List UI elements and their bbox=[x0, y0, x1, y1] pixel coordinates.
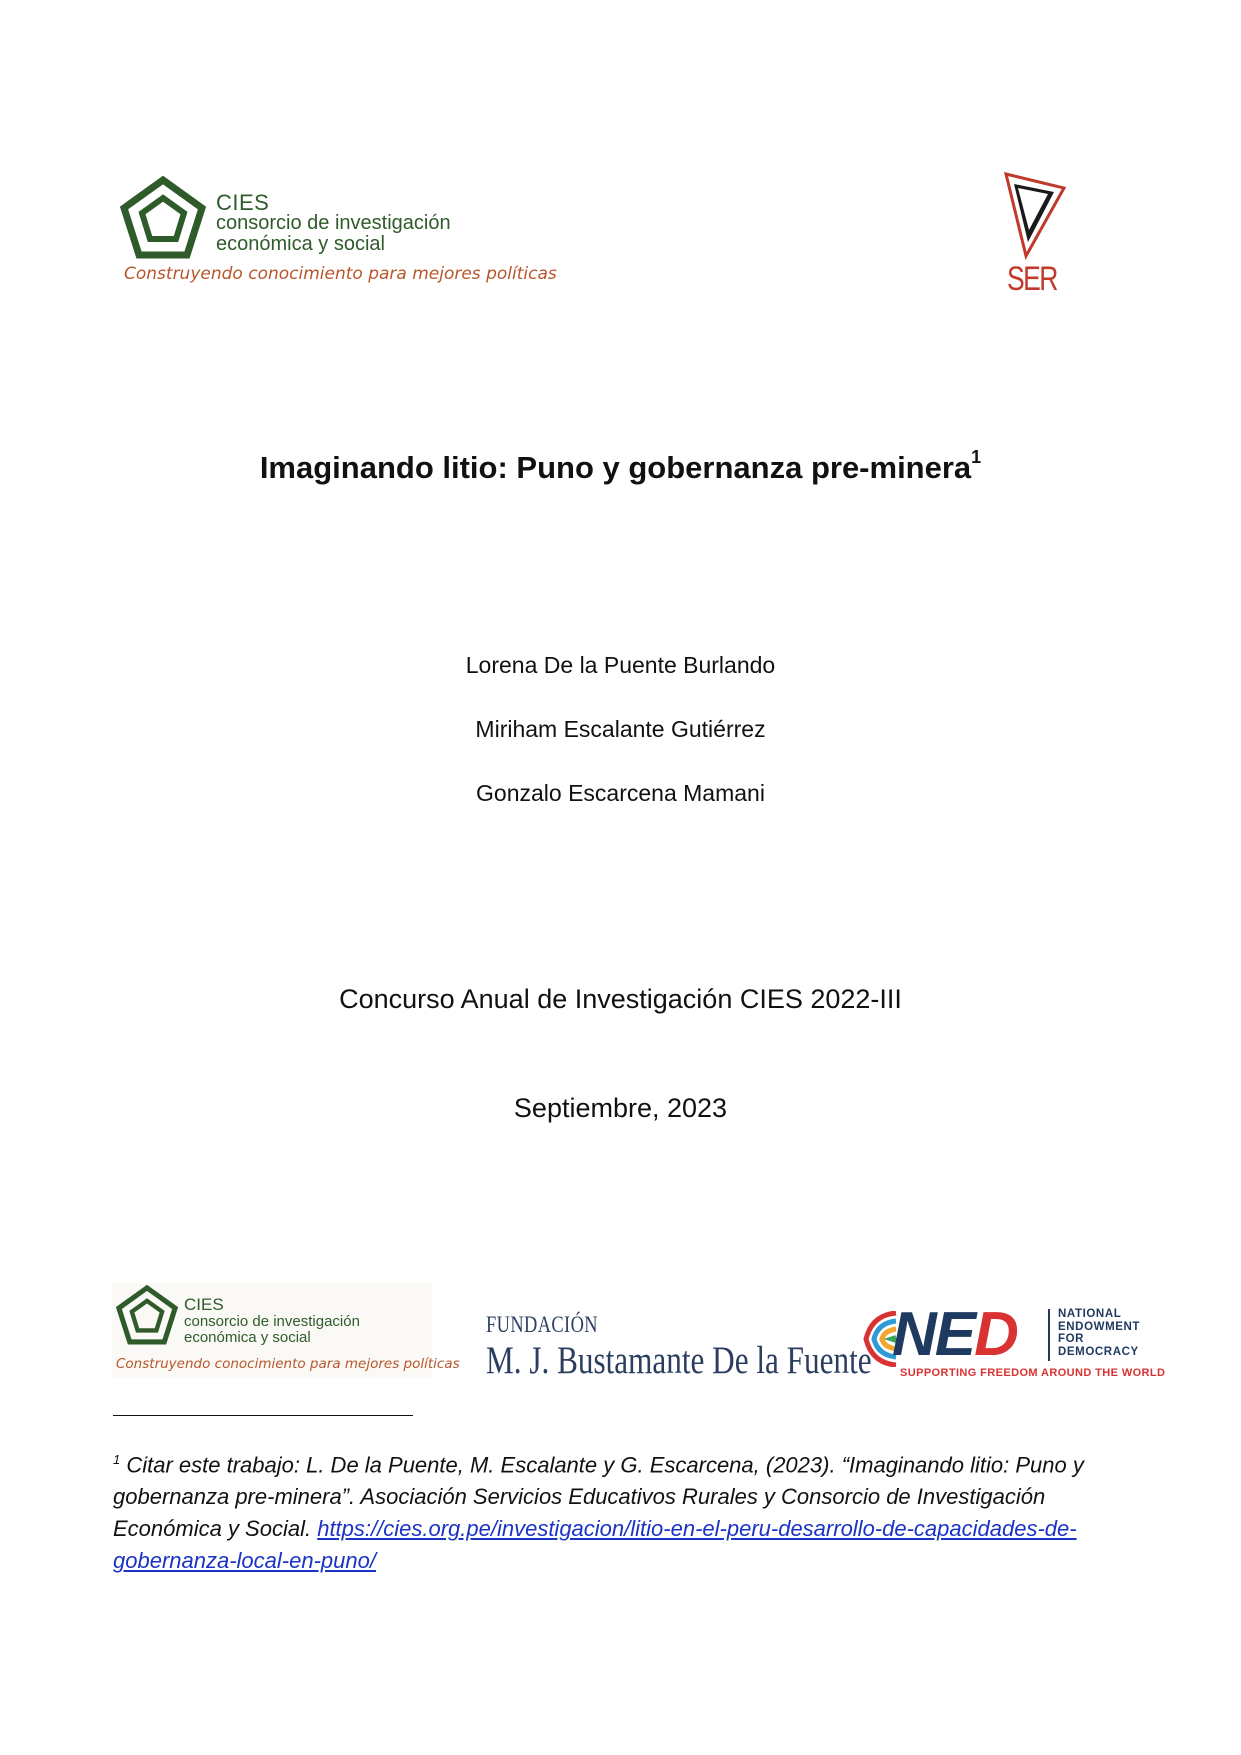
cies-name-line1: consorcio de investigación bbox=[184, 1313, 360, 1330]
ned-wordmark: NED bbox=[892, 1300, 1017, 1369]
publication-date: Septiembre, 2023 bbox=[513, 1093, 728, 1123]
author-3: Gonzalo Escarcena Mamani bbox=[476, 780, 765, 806]
footnote-text: Citar este trabajo: L. De la Puente, M. Escalante y G. Escarcena, (2023). “Imaginando litio: Puno y gobernanza pre-minera”. Asociación Servicios Educativos Rurales y Consorcio de Investigación Económica y Social. bbox=[113, 1452, 1084, 1542]
footnote bbox=[113, 1444, 1133, 1577]
ned-tagline: SUPPORTING FREEDOM AROUND THE WORLD bbox=[900, 1367, 1166, 1379]
cies-pentagon-icon bbox=[120, 176, 206, 262]
cies-abbr: CIES bbox=[216, 190, 270, 215]
author-1: Lorena De la Puente Burlando bbox=[465, 652, 776, 678]
fundacion-logo bbox=[486, 1312, 872, 1382]
title-footnote-mark: 1 bbox=[971, 446, 982, 467]
ned-logo bbox=[862, 1300, 1166, 1385]
ned-divider bbox=[1048, 1309, 1050, 1361]
document-title: Imaginando litio: Puno y gobernanza pre-minera$^1$ bbox=[259, 446, 982, 485]
fundacion-line2: M. J. Bustamante De la Fuente bbox=[486, 1339, 872, 1382]
ser-text: SER bbox=[1007, 260, 1057, 298]
cies-logo-top bbox=[120, 176, 557, 286]
footnote-separator bbox=[113, 1415, 413, 1416]
ser-triangle-icon bbox=[1004, 170, 1066, 260]
cies-name-line2: económica y social bbox=[184, 1329, 311, 1346]
fundacion-line1: FUNDACIÓN bbox=[486, 1312, 598, 1337]
cies-tagline: Construyendo conocimiento para mejores políticas bbox=[116, 1356, 460, 1372]
cies-name-line2: económica y social bbox=[216, 233, 385, 255]
contest-name: Concurso Anual de Investigación CIES 2022-III bbox=[339, 984, 902, 1014]
author-2: Miriham Escalante Gutiérrez bbox=[475, 716, 766, 742]
footnote-link[interactable]: https://cies.org.pe/investigacion/litio-en-el-peru-desarrollo-de-capacidades-de-gobernanza-local-en-puno/ bbox=[113, 1516, 1077, 1574]
ser-logo bbox=[1002, 170, 1074, 300]
cies-tagline: Construyendo conocimiento para mejores políticas bbox=[124, 264, 557, 284]
cies-name-line1: consorcio de investigación bbox=[216, 212, 451, 234]
footnote-mark: 1 bbox=[113, 1452, 121, 1467]
cies-pentagon-icon bbox=[116, 1285, 178, 1347]
cies-logo-bottom bbox=[112, 1283, 460, 1378]
ned-full-name: NATIONAL ENDOWMENT FOR DEMOCRACY bbox=[1058, 1308, 1141, 1358]
cies-abbr: CIES bbox=[184, 1295, 224, 1314]
